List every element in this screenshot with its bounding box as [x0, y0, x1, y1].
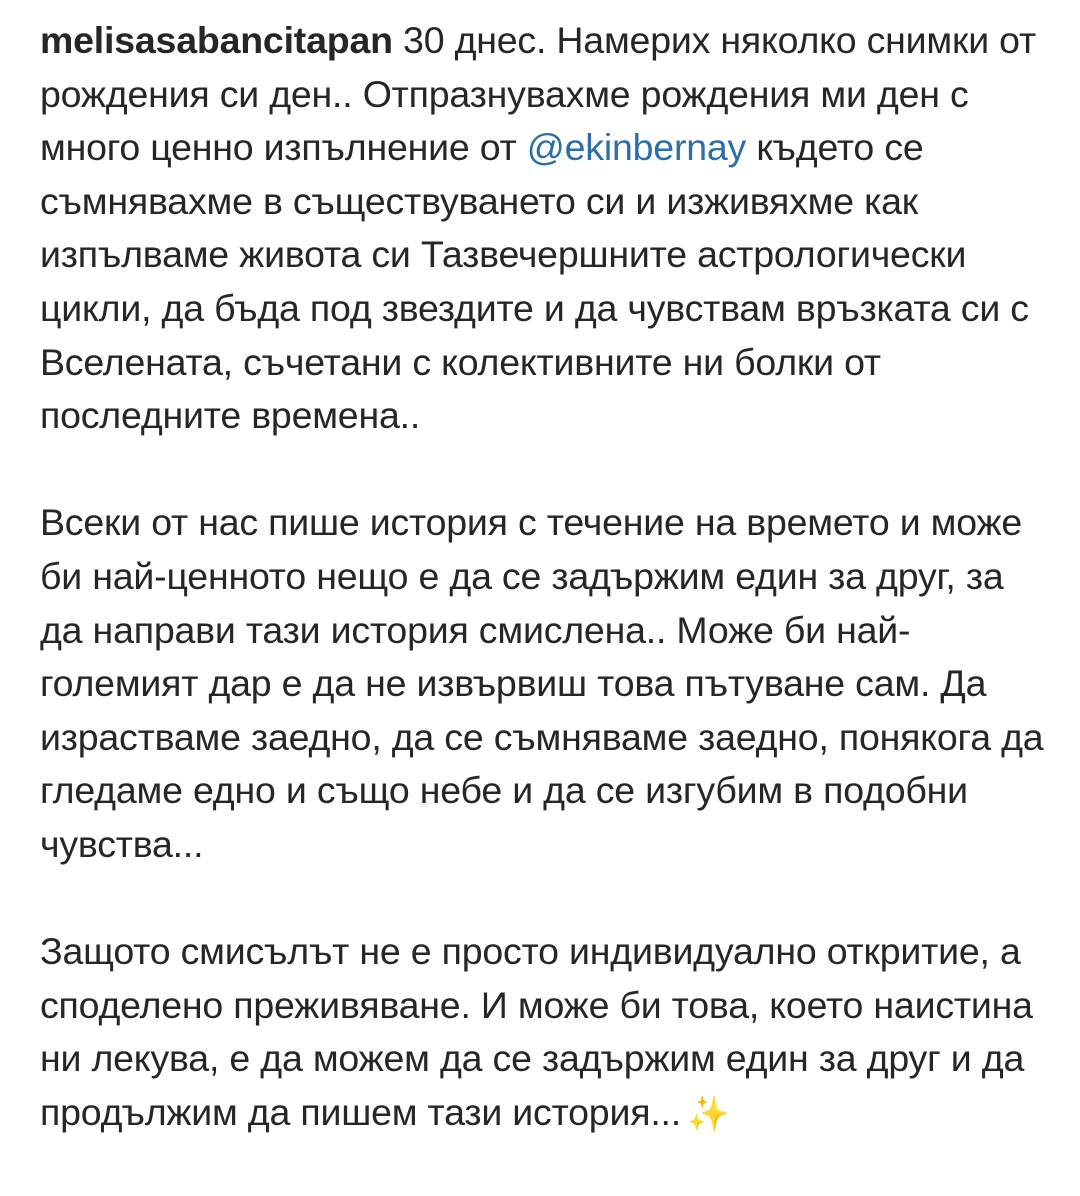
caption-paragraph-2: Всеки от нас пише история с течение на времето и може би най-ценното нещо е да се задържим един за друг, за да направи тази история смислена.. Може би най-големият дар е да не извървиш това пътуване сам. Да израстваме заедно, да се съмняваме заедно, понякога да гледаме едно и също небе и да се изгубим в подобни чувства...: [40, 501, 1044, 865]
username-link[interactable]: melisasabancitapan: [40, 19, 393, 61]
caption-paragraph-3: [40, 925, 1050, 1141]
post-caption: [40, 14, 1050, 1141]
caption-paragraph-1: [40, 14, 1050, 443]
mention-link[interactable]: @ekinbernay: [526, 126, 747, 169]
post-timestamp: 30 днес.: [403, 19, 547, 61]
caption-text-1b: където се съмнявахме в съществуването си и изживяхме как изпълваме живота си Тазвечершните астрологически цикли, да бъда под звездите и да чувствам връзката си с Вселената, съчетани с колективните ни болки от последните времена..: [40, 126, 1029, 437]
caption-text-1a: Намерих няколко снимки от рождения си ден.. Отпразнувахме рождения ми ден с много ценно изпълнение от: [40, 19, 1036, 169]
sparkles-icon: ✨: [686, 1094, 730, 1133]
caption-text-3: Защото смисълът не е просто индивидуално откритие, а споделено преживяване. И може би това, което наистина ни лекува, е да можем да се задържим един за друг и да продължим да пишем тази история...: [40, 930, 1033, 1133]
